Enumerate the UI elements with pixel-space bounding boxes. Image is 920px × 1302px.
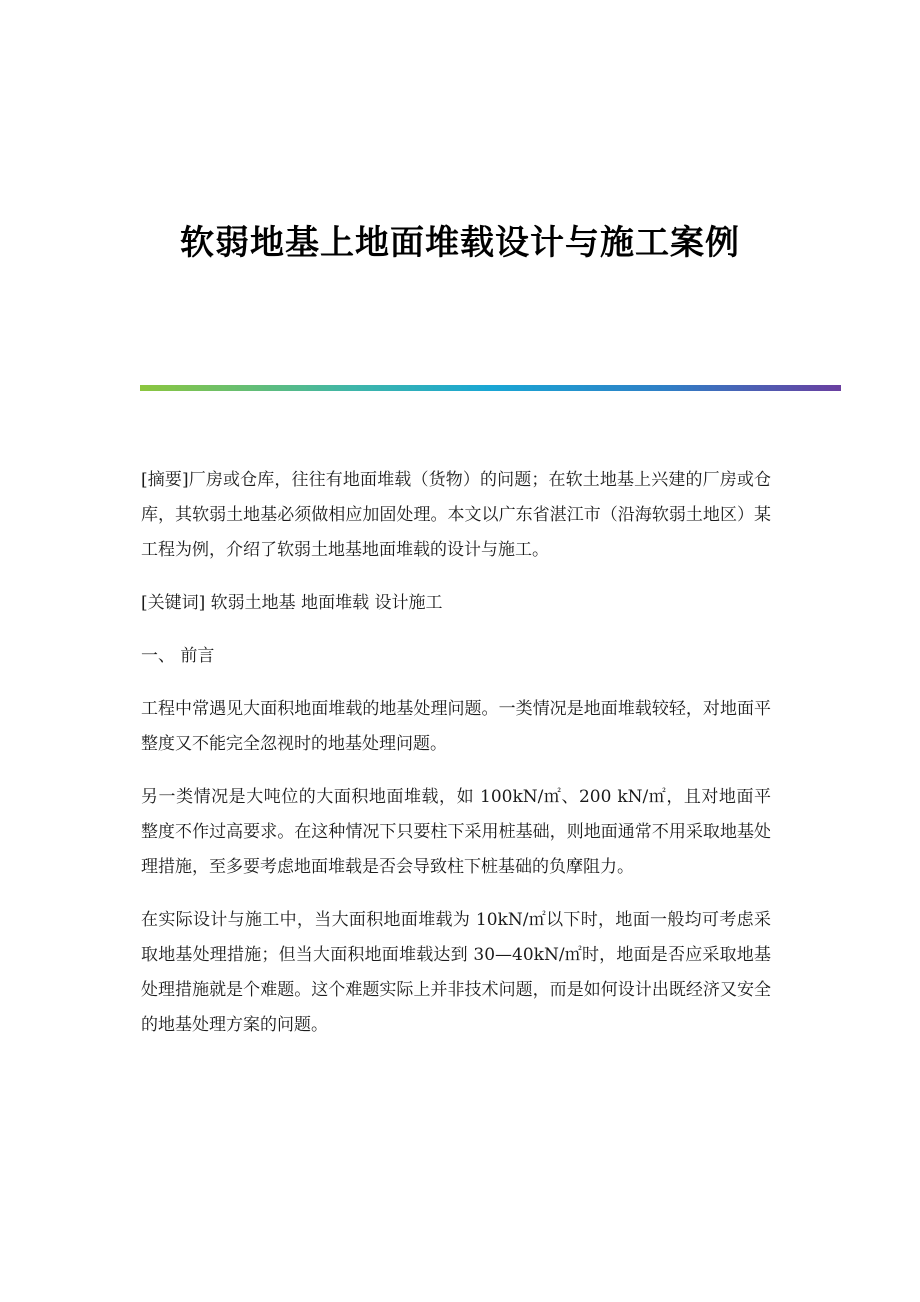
abstract-paragraph: [摘要]厂房或仓库，往往有地面堆载（货物）的问题；在软土地基上兴建的厂房或仓库，其软弱土地基必须做相应加固处理。本文以广东省湛江市（沿海软弱土地区）某工程为例，介绍了软弱土地基地面堆载的设计与施工。: [141, 470, 771, 560]
body-paragraph: 另一类情况是大吨位的大面积地面堆载，如 100kN/㎡、200 kN/㎡，且对地面平整度不作过高要求。在这种情况下只要柱下采用桩基础，则地面通常不用采取地基处理措施，至多要考虑地面堆载是否会导致柱下桩基础的负摩阻力。: [141, 787, 771, 877]
body-paragraph: 在实际设计与施工中，当大面积地面堆载为 10kN/㎡以下时，地面一般均可考虑采取地基处理措施；但当大面积地面堆载达到 30—40kN/㎡时，地面是否应采取地基处理措施就是个难题。这个难题实际上并非技术问题，而是如何设计出既经济又安全的地基处理方案的问题。: [141, 910, 771, 1035]
section-heading: 一、 前言: [141, 646, 215, 666]
document-title: 软弱地基上地面堆载设计与施工案例: [180, 223, 740, 263]
title-divider: [140, 385, 841, 391]
keywords-paragraph: [关键词] 软弱土地基 地面堆载 设计施工: [141, 593, 443, 613]
document-body: [141, 463, 771, 1061]
body-paragraph: 工程中常遇见大面积地面堆载的地基处理问题。一类情况是地面堆载较轻，对地面平整度又不能完全忽视时的地基处理问题。: [141, 699, 771, 754]
